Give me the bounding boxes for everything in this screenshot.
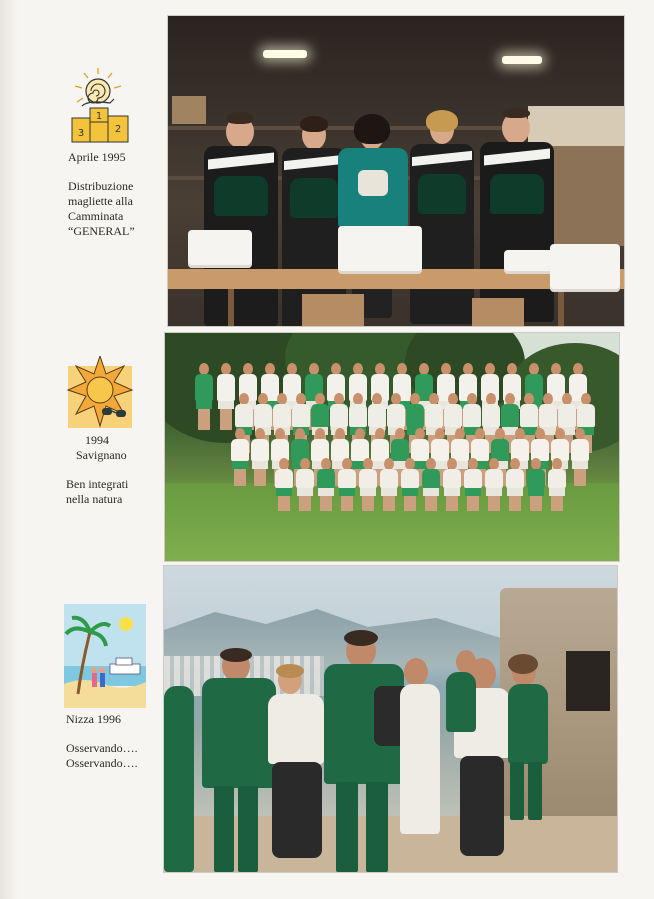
- caption-spacer: [68, 165, 135, 179]
- caption-spacer: [68, 463, 128, 477]
- caption-line: magliette alla: [68, 194, 133, 208]
- caption-line: nella natura: [66, 492, 123, 506]
- caption-section-1: [68, 150, 135, 239]
- caption-date: Aprile 1995: [68, 150, 126, 164]
- caption-line: Camminata: [68, 209, 124, 223]
- podium-snail-icon: [68, 66, 136, 146]
- caption-line: Osservando….: [66, 756, 138, 770]
- caption-line: “GENERAL”: [68, 224, 135, 238]
- caption-year: 1994: [85, 433, 109, 447]
- indoor-shirt-distribution-photo: [168, 16, 624, 326]
- caption-line: Ben integrati: [66, 477, 129, 491]
- caption-line: Osservando….: [66, 741, 138, 755]
- caption-section-3: [66, 712, 138, 771]
- page-edge-shadow: [0, 0, 18, 899]
- sun-with-sunglasses-icon: [66, 356, 134, 430]
- beach-holiday-icon: [64, 604, 146, 708]
- podium-number-second: 2: [114, 124, 122, 135]
- caption-place: Savignano: [76, 448, 127, 462]
- podium-number-third: 3: [77, 128, 85, 139]
- caption-spacer: [66, 727, 138, 741]
- caption-place-year: Nizza 1996: [66, 712, 121, 726]
- nizza-lookout-photo: [164, 566, 617, 872]
- caption-line: Distribuzione: [68, 179, 134, 193]
- podium-number-first: 1: [95, 111, 103, 122]
- group-in-nature-photo: [165, 333, 619, 561]
- caption-section-2: [68, 433, 128, 507]
